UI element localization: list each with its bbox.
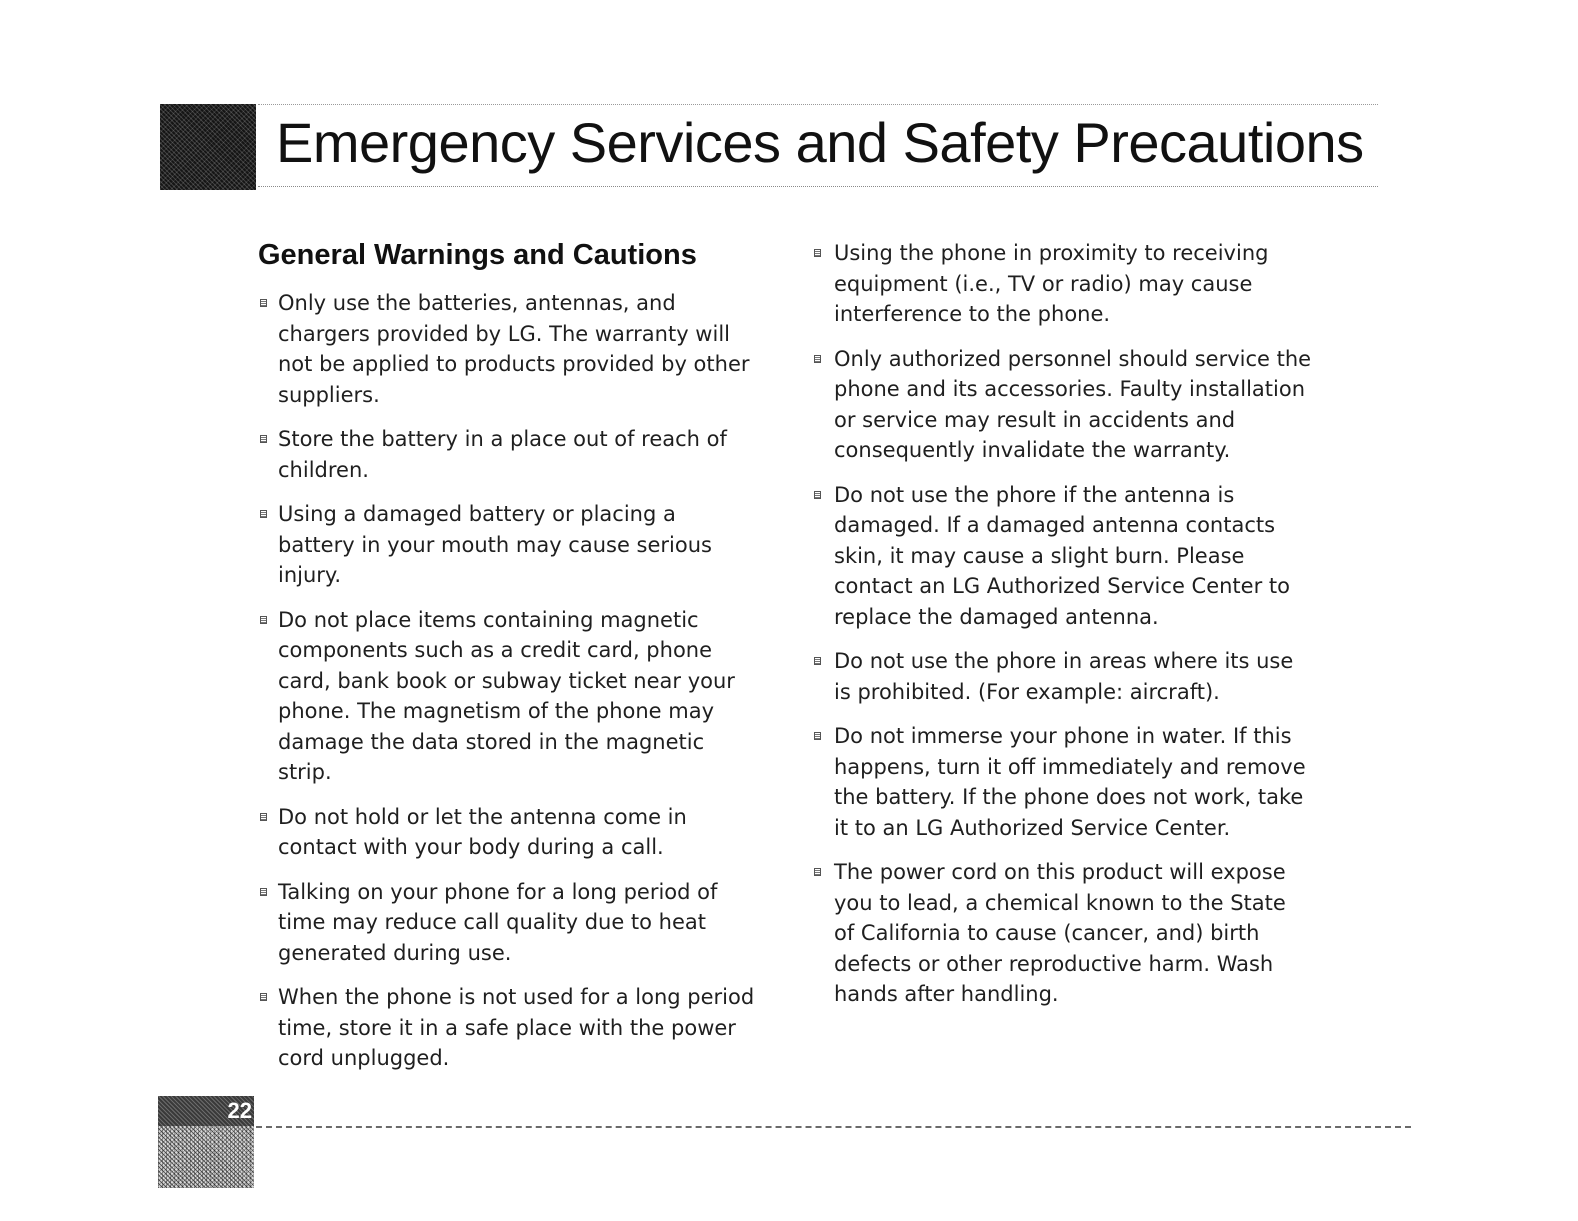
header-rule-bottom bbox=[258, 186, 1378, 187]
bullet-icon bbox=[260, 813, 267, 821]
bullet-icon bbox=[260, 510, 267, 518]
bullet-icon bbox=[814, 355, 821, 363]
header-rule-top bbox=[258, 104, 1378, 105]
bullet-icon bbox=[814, 868, 821, 876]
header-decorative-block bbox=[160, 104, 256, 190]
list-item-text: Only use the batteries, antennas, and chargers provided by LG. The warranty will not be applied to products provided by other suppliers. bbox=[278, 291, 750, 407]
list-item-text: Only authorized personnel should service the phone and its accessories. Faulty installation or service may result in accidents and consequently invalidate the warranty. bbox=[834, 346, 1312, 462]
list-item bbox=[812, 721, 1312, 843]
bullet-icon bbox=[814, 491, 821, 499]
bullet-icon bbox=[814, 732, 821, 740]
list-item bbox=[812, 857, 1312, 1010]
list-item-text: Do not place items containing magnetic components such as a credit card, phone card, bank book or subway ticket near your phone. The magnetism of the phone may damage the data stored in the magnetic strip. bbox=[278, 607, 735, 784]
list-item-text: Using a damaged battery or placing a battery in your mouth may cause serious injury. bbox=[278, 502, 712, 587]
list-item-text: Using the phone in proximity to receiving equipment (i.e., TV or radio) may cause interference to the phone. bbox=[834, 241, 1269, 326]
section-heading: General Warnings and Cautions bbox=[258, 239, 697, 271]
list-item-text: The power cord on this product will expose you to lead, a chemical known to the State of California to cause (cancer, and) birth defects or other reproductive harm. Wash hands after handling. bbox=[834, 860, 1286, 1006]
list-item bbox=[258, 424, 758, 485]
list-item-text: Do not use the phore in areas where its use is prohibited. (For example: aircraft). bbox=[834, 649, 1294, 704]
list-item-text: Do not use the phore if the antenna is damaged. If a damaged antenna contacts skin, it may cause a slight burn. Please contact an LG Authorized Service Center to replace the damaged antenna. bbox=[834, 482, 1290, 629]
list-item bbox=[812, 646, 1312, 707]
footer-dashed-rule bbox=[256, 1126, 1411, 1128]
page-title: Emergency Services and Safety Precautions bbox=[276, 111, 1364, 174]
left-column bbox=[258, 236, 758, 1088]
list-item-text: Do not immerse your phone in water. If this happens, turn it off immediately and remove the battery. If the phone does not work, take it to an LG Authorized Service Center. bbox=[834, 724, 1306, 840]
bullet-icon bbox=[260, 299, 267, 307]
list-item bbox=[258, 802, 758, 863]
list-item-text: Do not hold or let the antenna come in contact with your body during a call. bbox=[278, 804, 687, 859]
bullet-icon bbox=[260, 888, 267, 896]
page-number: 22 bbox=[227, 1098, 252, 1123]
list-item bbox=[258, 877, 758, 969]
list-item bbox=[258, 288, 758, 410]
list-item-text: Talking on your phone for a long period of time may reduce call quality due to heat generated during use. bbox=[278, 879, 718, 965]
right-column bbox=[812, 238, 1312, 1024]
bullet-icon bbox=[814, 657, 821, 665]
list-item-text: When the phone is not used for a long period time, store it in a safe place with the power cord unplugged. bbox=[278, 985, 755, 1070]
list-item bbox=[258, 982, 758, 1074]
bullet-icon bbox=[814, 249, 821, 257]
list-item bbox=[812, 480, 1312, 633]
list-item bbox=[258, 605, 758, 788]
bullet-icon bbox=[260, 435, 267, 443]
bullet-icon bbox=[260, 616, 267, 624]
list-item bbox=[258, 499, 758, 591]
list-item bbox=[812, 344, 1312, 466]
list-item-text: Store the battery in a place out of reach of children. bbox=[278, 427, 727, 482]
bullet-icon bbox=[260, 993, 267, 1001]
list-item bbox=[812, 238, 1312, 330]
left-bullet-list bbox=[258, 288, 758, 1074]
right-bullet-list bbox=[812, 238, 1312, 1010]
